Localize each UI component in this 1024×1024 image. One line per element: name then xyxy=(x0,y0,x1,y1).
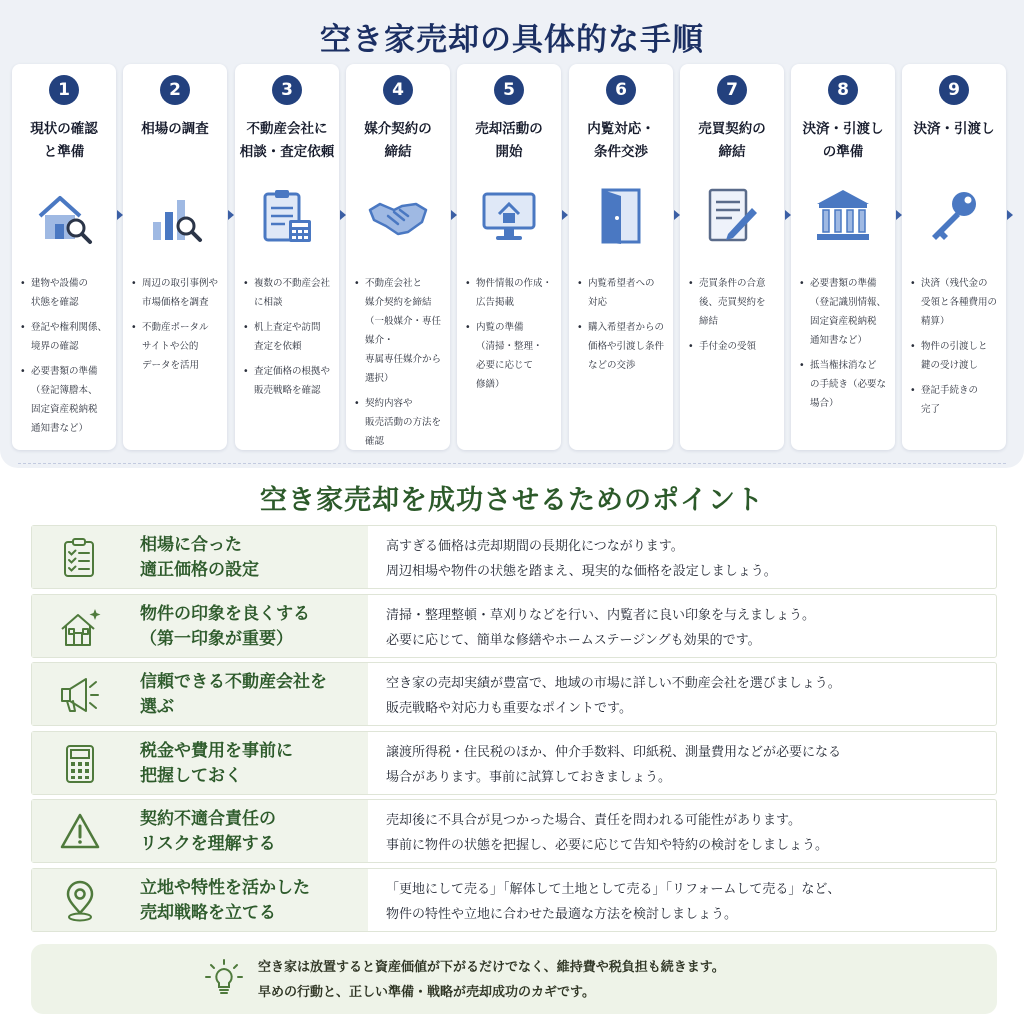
clipboard-calculator-icon xyxy=(257,186,317,246)
step-title: 内覧対応・ 条件交渉 xyxy=(587,121,655,160)
tip-title: 相場に合った 適正価格の設定 xyxy=(140,535,259,580)
step-number-badge: 9 xyxy=(939,75,969,105)
tip-title: 信頼できる不動産会社を 選ぶ xyxy=(140,672,327,717)
lightbulb-icon xyxy=(201,956,247,1002)
process-title: 空き家売却の具体的な手順 xyxy=(320,22,704,58)
step-bullet-item: • 登記手続きの 完了 xyxy=(910,381,1002,419)
footer-note xyxy=(31,944,997,1014)
step-title: 相場の調査 xyxy=(141,121,209,137)
step-number-badge: 7 xyxy=(717,75,747,105)
step-bullet-list xyxy=(465,274,557,400)
step-title: 売買契約の 締結 xyxy=(698,121,766,160)
step-bullet-item: • 物件情報の作成・ 広告掲載 xyxy=(465,274,557,312)
step-card-3 xyxy=(235,64,339,450)
step-bullet-list xyxy=(354,274,446,457)
step-bullet-item: • 不動産会社と 媒介契約を締結 （一般媒介・専任媒介・ 専属専任媒介から 選択） xyxy=(354,274,446,388)
step-bullet-list xyxy=(20,274,112,444)
monitor-house-icon xyxy=(479,186,539,246)
process-steps xyxy=(0,64,1024,452)
tip-label-panel xyxy=(32,663,368,725)
tip-label-panel xyxy=(32,869,368,931)
step-bullet-list xyxy=(910,274,1002,425)
tip-description: 譲渡所得税・住民税のほか、仲介手数料、印紙税、測量費用などが必要になる 場合があります。事前に試算しておきましょう。 xyxy=(386,745,842,785)
step-card-4 xyxy=(346,64,450,450)
handshake-icon xyxy=(368,186,428,246)
tip-row xyxy=(31,525,997,589)
tip-description: 高すぎる価格は売却期間の長期化につながります。 周辺相場や物件の状態を踏まえ、現実的な価格を設定しましょう。 xyxy=(386,539,777,579)
tip-label-panel xyxy=(32,732,368,794)
house-magnifier-icon xyxy=(34,186,94,246)
contract-pen-icon xyxy=(702,186,762,246)
step-bullet-item: • 必要書類の準備 （登記簿謄本、 固定資産税納税 通知書など） xyxy=(20,362,112,438)
tip-row xyxy=(31,594,997,658)
step-bullet-item: • 内覧の準備 （清掃・整理・ 必要に応じて 修繕） xyxy=(465,318,557,394)
tip-row xyxy=(31,662,997,726)
map-pin-icon xyxy=(58,879,102,923)
step-card-6 xyxy=(569,64,673,450)
tip-description: 空き家の売却実績が豊富で、地域の市場に詳しい不動産会社を選びましょう。 販売戦略や対応力も重要なポイントです。 xyxy=(386,676,841,716)
step-number-badge: 5 xyxy=(494,75,524,105)
step-card-9 xyxy=(902,64,1006,450)
tip-label-panel xyxy=(32,526,368,588)
step-bullet-item: • 売買条件の合意 後、売買契約を 締結 xyxy=(688,274,780,331)
footer-line-2: 早めの行動と、正しい準備・戦略が売却成功のカギです。 xyxy=(258,985,595,1000)
step-number-badge: 2 xyxy=(160,75,190,105)
step-arrow-icon xyxy=(1007,210,1013,220)
step-number-badge: 6 xyxy=(606,75,636,105)
tip-label-panel xyxy=(32,595,368,657)
step-bullet-list xyxy=(131,274,223,381)
key-icon xyxy=(924,186,984,246)
megaphone-icon xyxy=(58,673,102,717)
step-title: 不動産会社に 相談・査定依頼 xyxy=(239,121,335,160)
tip-row xyxy=(31,868,997,932)
step-bullet-item: • 周辺の取引事例や 市場価格を調査 xyxy=(131,274,223,312)
sparkle-house-icon xyxy=(58,605,102,649)
warning-icon xyxy=(58,810,102,854)
step-card-2 xyxy=(123,64,227,450)
step-bullet-item: • 物件の引渡しと 鍵の受け渡し xyxy=(910,337,1002,375)
open-door-icon xyxy=(591,186,651,246)
step-title: 決済・引渡し の準備 xyxy=(802,121,884,160)
bank-icon xyxy=(813,186,873,246)
tip-description: 売却後に不具合が見つかった場合、責任を問われる可能性があります。 事前に物件の状態を把握し、必要に応じて告知や特約の検討をしましょう。 xyxy=(386,813,829,853)
step-bullet-item: • 内覧希望者への 対応 xyxy=(577,274,669,312)
step-arrow-icon xyxy=(228,210,234,220)
step-bullet-item: • 抵当権抹消など の手続き（必要な 場合） xyxy=(799,356,891,413)
tip-title: 物件の印象を良くする （第一印象が重要） xyxy=(140,604,310,649)
step-card-7 xyxy=(680,64,784,450)
step-bullet-item: • 手付金の受領 xyxy=(688,337,780,356)
step-bullet-item: • 査定価格の根拠や 販売戦略を確認 xyxy=(243,362,335,400)
tip-row xyxy=(31,799,997,863)
step-bullet-item: • 登記や権利関係、 境界の確認 xyxy=(20,318,112,356)
tip-description: 清掃・整理整頓・草刈りなどを行い、内覧者に良い印象を与えましょう。 必要に応じて、簡単な修繕やホームステージングも効果的です。 xyxy=(386,608,816,648)
step-bullet-item: • 購入希望者からの 価格や引渡し条件 などの交渉 xyxy=(577,318,669,375)
step-number-badge: 4 xyxy=(383,75,413,105)
step-bullet-list xyxy=(243,274,335,406)
tips-title: 空き家売却を成功させるためのポイント xyxy=(260,485,764,516)
step-card-8 xyxy=(791,64,895,450)
tip-title: 立地や特性を活かした 売却戦略を立てる xyxy=(140,878,310,923)
bar-chart-magnifier-icon xyxy=(145,186,205,246)
step-title: 決済・引渡し xyxy=(913,121,995,137)
step-number-badge: 1 xyxy=(49,75,79,105)
step-bullet-list xyxy=(799,274,891,419)
step-number-badge: 8 xyxy=(828,75,858,105)
step-title: 現状の確認 と準備 xyxy=(30,121,98,160)
tip-title: 税金や費用を事前に 把握しておく xyxy=(140,741,293,786)
step-bullet-item: • 建物や設備の 状態を確認 xyxy=(20,274,112,312)
step-bullet-list xyxy=(688,274,780,362)
tip-row xyxy=(31,731,997,795)
calculator-icon xyxy=(58,742,102,786)
step-bullet-item: • 契約内容や 販売活動の方法を 確認 xyxy=(354,394,446,451)
step-bullet-item: • 机上査定や訪問 査定を依頼 xyxy=(243,318,335,356)
tip-label-panel xyxy=(32,800,368,862)
step-title: 売却活動の 開始 xyxy=(475,121,543,160)
step-number-badge: 3 xyxy=(272,75,302,105)
tip-title: 契約不適合責任の リスクを理解する xyxy=(140,809,276,854)
step-bullet-item: • 決済（残代金の 受領と各種費用の 精算） xyxy=(910,274,1002,331)
step-card-1 xyxy=(12,64,116,450)
step-title: 媒介契約の 締結 xyxy=(364,121,432,160)
step-bullet-item: • 不動産ポータル サイトや公的 データを活用 xyxy=(131,318,223,375)
step-bullet-list xyxy=(577,274,669,381)
step-bullet-item: • 複数の不動産会社 に相談 xyxy=(243,274,335,312)
step-arrow-icon xyxy=(562,210,568,220)
checklist-icon xyxy=(58,536,102,580)
footer-line-1: 空き家は放置すると資産価値が下がるだけでなく、維持費や税負担も続きます。 xyxy=(258,960,725,975)
tip-description: 「更地にして売る」「解体して土地として売る」「リフォームして売る」など、 物件の特性や立地に合わせた最適な方法を検討しましょう。 xyxy=(386,882,841,922)
step-card-5 xyxy=(457,64,561,450)
step-bullet-item: • 必要書類の準備 （登記識別情報、 固定資産税納税 通知書など） xyxy=(799,274,891,350)
